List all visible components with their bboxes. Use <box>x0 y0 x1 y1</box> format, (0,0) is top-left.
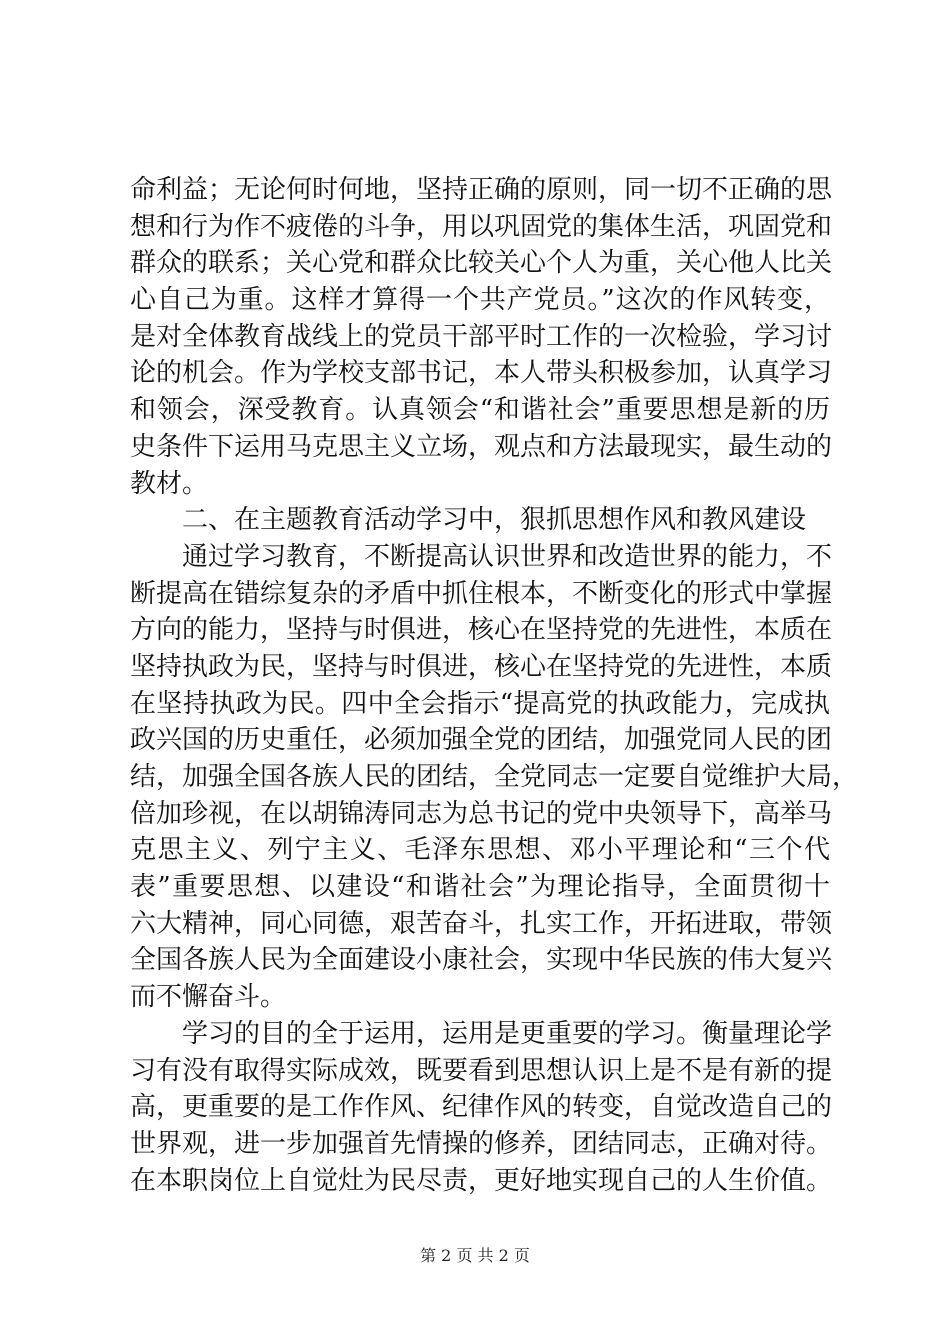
text-line: 克思主义、列宁主义、毛泽东思想、邓小平理论和“三个代 <box>130 835 830 866</box>
text-line: 心自己为重。这样才算得一个共产党员。”这次的作风转变， <box>130 285 830 316</box>
paragraph <box>130 172 833 502</box>
text-line: 习有没有取得实际成效，既要看到思想认识上是不是有新的提 <box>130 1055 833 1086</box>
paragraph <box>130 1016 833 1199</box>
text-line: 表”重要思想、以建设“和谐社会”为理论指导，全面贯彻十 <box>130 872 830 903</box>
page-number-label: 第 2 页 共 2 页 <box>420 1246 530 1265</box>
text-line: 群众的联系；关心党和群众比较关心个人为重，关心他人比关 <box>130 248 833 279</box>
text-line: 在本职岗位上自觉灶为民尽责，更好地实现自己的人生价值。 <box>130 1165 833 1196</box>
text-line: 是对全体教育战线上的党员干部平时工作的一次检验，学习讨 <box>130 321 833 352</box>
text-line: 结，加强全国各族人民的团结，全党同志一定要自觉维护大局， <box>130 762 859 792</box>
text-line: 坚持执政为民，坚持与时俱进，核心在坚持党的先进性，本质 <box>130 651 833 682</box>
text-line: 和领会，深受教育。认真领会“和谐社会”重要思想是新的历 <box>130 395 830 426</box>
text-line: 论的机会。作为学校支部书记，本人带头积极参加，认真学习 <box>130 358 833 389</box>
document-body <box>130 172 859 1199</box>
heading-line: 二、在主题教育活动学习中，狠抓思想作风和教风建设 <box>182 505 807 536</box>
text-line: 政兴国的历史重任，必须加强全党的团结，加强党同人民的团 <box>130 725 833 756</box>
text-line: 六大精神，同心同德，艰苦奋斗，扎实工作，开拓进取，带领 <box>130 908 833 939</box>
text-line: 史条件下运用马克思主义立场，观点和方法最现实，最生动的 <box>130 431 833 462</box>
page-footer <box>0 1243 950 1266</box>
text-line: 高，更重要的是工作作风、纪律作风的转变，自觉改造自己的 <box>130 1092 833 1123</box>
text-line: 通过学习教育，不断提高认识世界和改造世界的能力，不 <box>182 541 833 572</box>
text-line: 方向的能力，坚持与时俱进，核心在坚持党的先进性，本质在 <box>130 615 833 646</box>
text-line: 学习的目的全于运用，运用是更重要的学习。衡量理论学 <box>182 1018 833 1049</box>
text-line: 全国各族人民为全面建设小康社会，实现中华民族的伟大复兴 <box>130 945 833 976</box>
text-line: 倍加珍视，在以胡锦涛同志为总书记的党中央领导下，高举马 <box>130 798 833 829</box>
section-heading <box>130 502 830 539</box>
paragraph <box>130 539 859 1016</box>
text-line: 在坚持执政为民。四中全会指示“提高党的执政能力，完成执 <box>130 688 830 719</box>
text-line: 教材。 <box>130 468 209 499</box>
text-line: 想和行为作不疲倦的斗争，用以巩固党的集体生活，巩固党和 <box>130 211 833 242</box>
text-line: 命利益；无论何时何地，坚持正确的原则，同一切不正确的思 <box>130 175 833 205</box>
text-line: 断提高在错综复杂的矛盾中抓住根本，不断变化的形式中掌握 <box>130 578 833 609</box>
text-line: 世界观，进一步加强首先情操的修养，团结同志，正确对待。 <box>130 1128 833 1159</box>
text-line: 而不懈奋斗。 <box>130 982 287 1013</box>
